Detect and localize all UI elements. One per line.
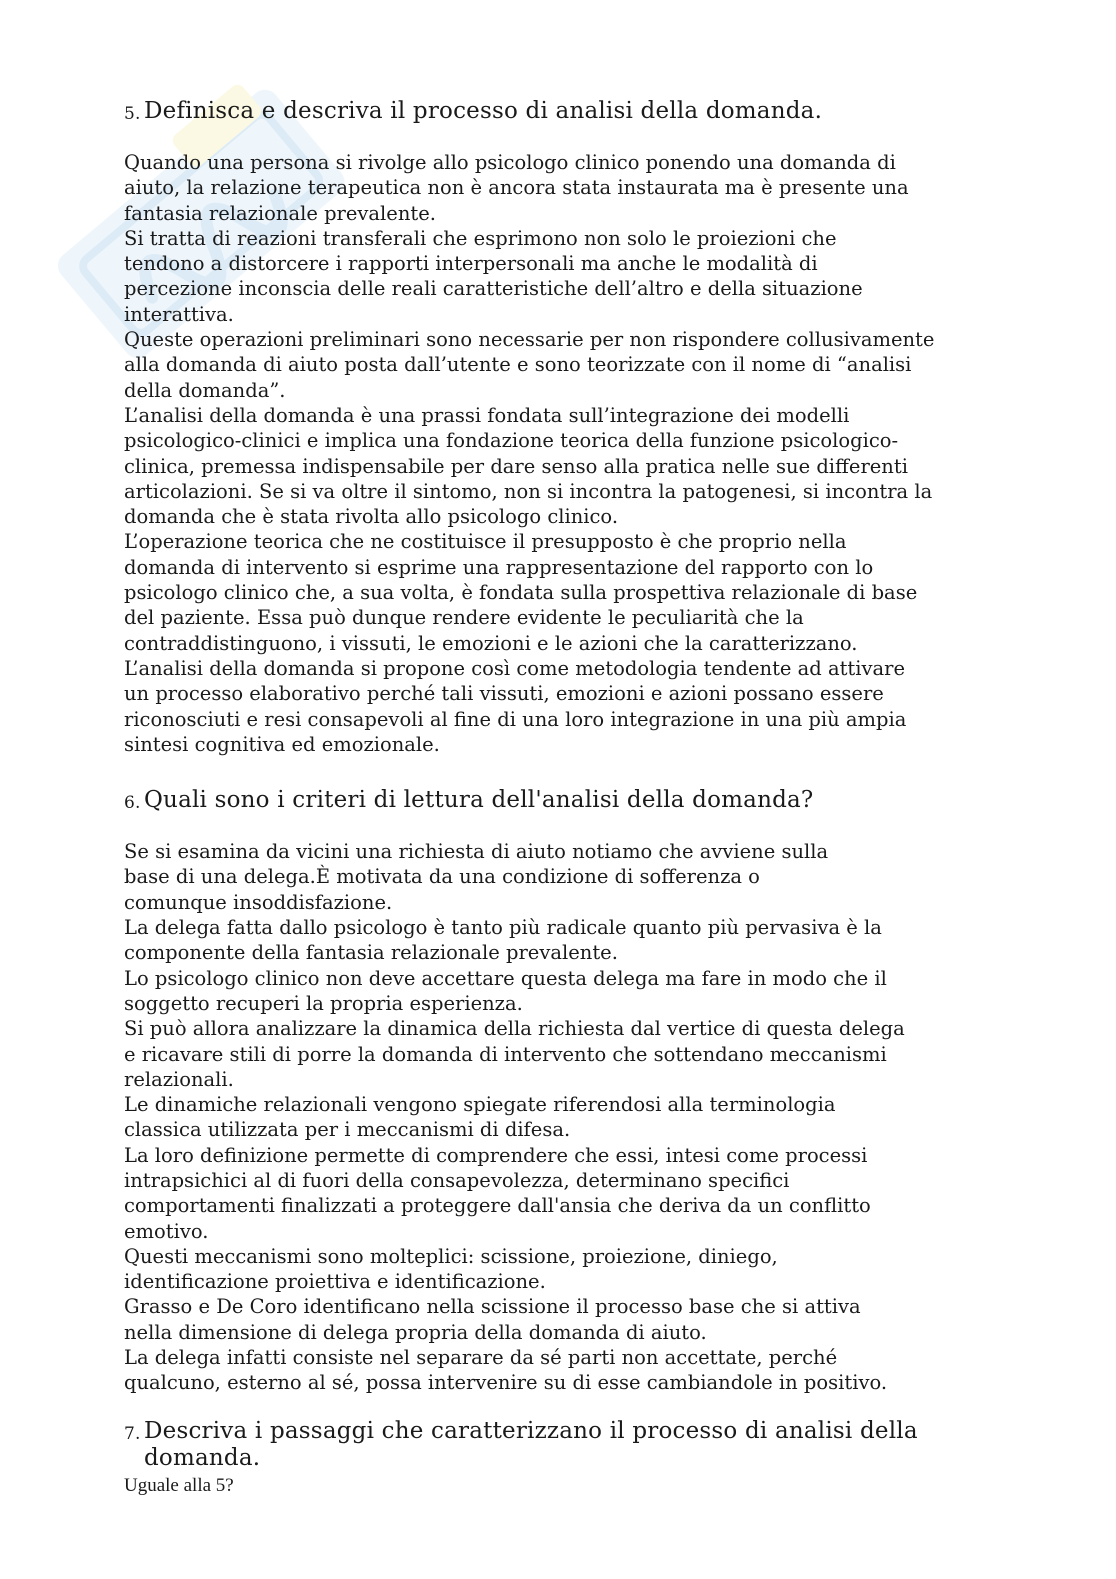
answer-5-body bbox=[124, 150, 984, 757]
text-line: psicologico-clinici e implica una fondazione teorica della funzione psicologico- bbox=[124, 429, 899, 453]
text-line: percezione inconscia delle reali caratteristiche dell’altro e della situazione bbox=[124, 277, 863, 301]
text-line: Quando una persona si rivolge allo psicologo clinico ponendo una domanda di bbox=[124, 151, 896, 174]
text-line: e ricavare stili di porre la domanda di intervento che sottendano meccanismi bbox=[124, 1042, 887, 1066]
text-line: fantasia relazionale prevalente. bbox=[124, 201, 436, 225]
text-line: Queste operazioni preliminari sono necessarie per non rispondere collusivamente bbox=[124, 328, 935, 352]
text-line: L’analisi della domanda si propone così come metodologia tendente ad attivare bbox=[124, 656, 906, 680]
text-line: L’analisi della domanda è una prassi fondata sull’integrazione dei modelli bbox=[124, 403, 850, 427]
question-title: Quali sono i criteri di lettura dell'analisi della domanda? bbox=[144, 787, 814, 814]
text-line: articolazioni. Se si va oltre il sintomo, non si incontra la patogenesi, si incontra la bbox=[124, 479, 933, 503]
text-line: aiuto, la relazione terapeutica non è ancora stata instaurata ma è presente una bbox=[124, 176, 909, 200]
text-line: della domanda”. bbox=[124, 378, 286, 402]
text-line: Si può allora analizzare la dinamica della richiesta dal vertice di questa delega bbox=[124, 1017, 905, 1041]
text-line: comunque insoddisfazione. bbox=[124, 890, 393, 914]
question-6-heading bbox=[124, 787, 984, 817]
text-line: soggetto recuperi la propria esperienza. bbox=[124, 991, 523, 1015]
question-title: Descriva i passaggi che caratterizzano il processo di analisi della domanda. bbox=[144, 1417, 918, 1471]
text-line: Se si esamina da vicini una richiesta di aiuto notiamo che avviene sulla bbox=[124, 840, 829, 864]
text-line: L’operazione teorica che ne costituisce il presupposto è che proprio nella bbox=[124, 530, 847, 554]
text-line: Questi meccanismi sono molteplici: scissione, proiezione, diniego, bbox=[124, 1244, 778, 1268]
text-line: Grasso e De Coro identificano nella scissione il processo base che si attiva bbox=[124, 1295, 861, 1319]
text-line: del paziente. Essa può dunque rendere evidente le peculiarità che la bbox=[124, 606, 804, 630]
text-line: La loro definizione permette di comprendere che essi, intesi come processi bbox=[124, 1143, 868, 1167]
question-number: 7. bbox=[124, 1423, 141, 1444]
text-line: intrapsichici al di fuori della consapevolezza, determinano specifici bbox=[124, 1168, 790, 1192]
question-title: Definisca e descriva il processo di analisi della domanda. bbox=[144, 98, 823, 124]
text-line: Le dinamiche relazionali vengono spiegate riferendosi alla terminologia bbox=[124, 1093, 836, 1117]
answer-7-body: Uguale alla 5? bbox=[124, 1474, 234, 1496]
text-line: componente della fantasia relazionale prevalente. bbox=[124, 941, 618, 965]
answer-6-body bbox=[124, 839, 984, 1396]
text-line: riconosciuti e resi consapevoli al fine di una loro integrazione in una più ampia bbox=[124, 707, 907, 731]
text-line: identificazione proiettiva e identificazione. bbox=[124, 1270, 546, 1294]
text-line: tendono a distorcere i rapporti interpersonali ma anche le modalità di bbox=[124, 252, 818, 276]
text-line: nella dimensione di delega propria della domanda di aiuto. bbox=[124, 1320, 707, 1344]
text-line: Lo psicologo clinico non deve accettare questa delega ma fare in modo che il bbox=[124, 966, 887, 990]
document-page bbox=[124, 98, 984, 1498]
text-line: classica utilizzata per i meccanismi di difesa. bbox=[124, 1118, 571, 1142]
text-line: base di una delega.È motivata da una condizione di sofferenza o bbox=[124, 865, 760, 889]
text-line: comportamenti finalizzati a proteggere dall'ansia che deriva da un conflitto bbox=[124, 1194, 871, 1218]
question-number: 6. bbox=[124, 793, 141, 814]
text-line: emotivo. bbox=[124, 1219, 209, 1243]
text-line: sintesi cognitiva ed emozionale. bbox=[124, 732, 440, 756]
text-line: La delega infatti consiste nel separare da sé parti non accettate, perché bbox=[124, 1346, 838, 1370]
text-line: relazionali. bbox=[124, 1067, 234, 1091]
text-line: domanda che è stata rivolta allo psicologo clinico. bbox=[124, 505, 619, 529]
text-line: un processo elaborativo perché tali vissuti, emozioni e azioni possano essere bbox=[124, 682, 884, 706]
text-line: psicologo clinico che, a sua volta, è fondata sulla prospettiva relazionale di base bbox=[124, 581, 918, 605]
text-line: interattiva. bbox=[124, 302, 234, 326]
text-line: La delega fatta dallo psicologo è tanto più radicale quanto più pervasiva è la bbox=[124, 916, 882, 940]
question-number: 5. bbox=[124, 104, 141, 124]
text-line: Si tratta di reazioni transferali che esprimono non solo le proiezioni che bbox=[124, 226, 837, 250]
text-line: alla domanda di aiuto posta dall’utente e sono teorizzate con il nome di “analisi bbox=[124, 353, 912, 377]
text-line: qualcuno, esterno al sé, possa intervenire su di esse cambiandole in positivo. bbox=[124, 1371, 888, 1395]
text-line: domanda di intervento si esprime una rappresentazione del rapporto con lo bbox=[124, 555, 874, 579]
text-line: clinica, premessa indispensabile per dare senso alla pratica nelle sue differenti bbox=[124, 454, 908, 478]
text-line: contraddistinguono, i vissuti, le emozioni e le azioni che la caratterizzano. bbox=[124, 631, 858, 655]
question-5-heading bbox=[124, 98, 984, 128]
question-7-heading bbox=[124, 1418, 984, 1472]
